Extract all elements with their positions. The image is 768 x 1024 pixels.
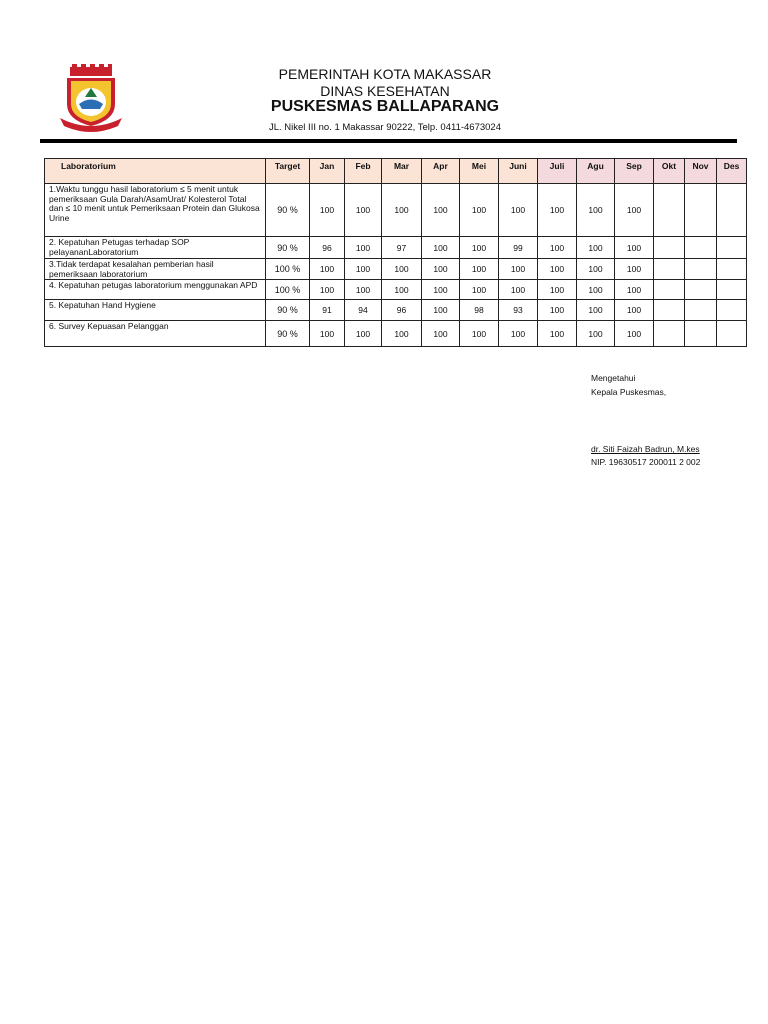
- value-cell-feb: 100: [345, 184, 382, 237]
- value-cell-juli: 100: [538, 321, 577, 347]
- col-header-okt: Okt: [654, 159, 685, 184]
- value-cell-juni: 100: [499, 321, 538, 347]
- value-cell-nov: [685, 300, 717, 321]
- value-cell-des: [717, 321, 747, 347]
- col-header-des: Des: [717, 159, 747, 184]
- value-cell-jan: 100: [310, 321, 345, 347]
- table-row: [45, 259, 747, 280]
- target-cell: 90 %: [266, 300, 310, 321]
- col-header-juni: Juni: [499, 159, 538, 184]
- indicator-cell: 3.Tidak terdapat kesalahan pemberian hasil pemeriksaan laboratorium: [45, 259, 266, 280]
- value-cell-apr: 100: [422, 237, 460, 259]
- indicator-cell: 2. Kepatuhan Petugas terhadap SOP pelayananLaboratorium: [45, 237, 266, 259]
- table-row: [45, 237, 747, 259]
- value-cell-des: [717, 259, 747, 280]
- value-cell-agu: 100: [577, 280, 615, 300]
- address-line: JL. Nikel III no. 1 Makassar 90222, Telp. 0411-4673024: [268, 122, 502, 133]
- header-divider: [40, 139, 737, 143]
- col-header-laboratorium: Laboratorium: [45, 159, 266, 184]
- value-cell-juli: 100: [538, 184, 577, 237]
- col-header-agu: Agu: [577, 159, 615, 184]
- value-cell-nov: [685, 259, 717, 280]
- value-cell-okt: [654, 300, 685, 321]
- table-row: [45, 300, 747, 321]
- value-cell-jan: 100: [310, 184, 345, 237]
- table-row: [45, 280, 747, 300]
- value-cell-jan: 96: [310, 237, 345, 259]
- value-cell-juli: 100: [538, 300, 577, 321]
- col-header-apr: Apr: [422, 159, 460, 184]
- value-cell-agu: 100: [577, 300, 615, 321]
- col-header-jan: Jan: [310, 159, 345, 184]
- value-cell-okt: [654, 237, 685, 259]
- value-cell-mei: 98: [460, 300, 499, 321]
- value-cell-agu: 100: [577, 321, 615, 347]
- value-cell-sep: 100: [615, 280, 654, 300]
- value-cell-apr: 100: [422, 280, 460, 300]
- value-cell-feb: 94: [345, 300, 382, 321]
- target-cell: 90 %: [266, 237, 310, 259]
- value-cell-juni: 100: [499, 184, 538, 237]
- table-row: [45, 321, 747, 347]
- acknowledged-label: Mengetahui: [591, 373, 636, 383]
- value-cell-jan: 91: [310, 300, 345, 321]
- puskesmas-name: PUSKESMAS BALLAPARANG: [270, 98, 500, 115]
- value-cell-juli: 100: [538, 259, 577, 280]
- signatory-nip: NIP. 19630517 200011 2 002: [591, 457, 701, 467]
- value-cell-mar: 96: [382, 300, 422, 321]
- value-cell-juni: 93: [499, 300, 538, 321]
- indicator-cell: 4. Kepatuhan petugas laboratorium menggunakan APD: [45, 280, 266, 300]
- table-row: [45, 184, 747, 237]
- value-cell-okt: [654, 321, 685, 347]
- government-name: PEMERINTAH KOTA MAKASSAR: [278, 66, 492, 82]
- value-cell-des: [717, 300, 747, 321]
- target-cell: 90 %: [266, 184, 310, 237]
- col-header-sep: Sep: [615, 159, 654, 184]
- value-cell-jan: 100: [310, 259, 345, 280]
- indicator-cell: 5. Kepatuhan Hand Hygiene: [45, 300, 266, 321]
- target-cell: 100 %: [266, 280, 310, 300]
- value-cell-okt: [654, 184, 685, 237]
- col-header-nov: Nov: [685, 159, 717, 184]
- value-cell-sep: 100: [615, 184, 654, 237]
- value-cell-feb: 100: [345, 280, 382, 300]
- value-cell-sep: 100: [615, 259, 654, 280]
- value-cell-feb: 100: [345, 237, 382, 259]
- value-cell-mei: 100: [460, 321, 499, 347]
- value-cell-juni: 100: [499, 259, 538, 280]
- value-cell-mei: 100: [460, 280, 499, 300]
- value-cell-nov: [685, 237, 717, 259]
- value-cell-sep: 100: [615, 237, 654, 259]
- value-cell-agu: 100: [577, 259, 615, 280]
- value-cell-juni: 99: [499, 237, 538, 259]
- value-cell-mar: 100: [382, 259, 422, 280]
- col-header-mei: Mei: [460, 159, 499, 184]
- city-emblem-logo: [58, 64, 124, 134]
- value-cell-des: [717, 184, 747, 237]
- value-cell-feb: 100: [345, 321, 382, 347]
- value-cell-feb: 100: [345, 259, 382, 280]
- value-cell-okt: [654, 280, 685, 300]
- col-header-feb: Feb: [345, 159, 382, 184]
- target-cell: 100 %: [266, 259, 310, 280]
- value-cell-mei: 100: [460, 184, 499, 237]
- value-cell-nov: [685, 184, 717, 237]
- value-cell-jan: 100: [310, 280, 345, 300]
- value-cell-apr: 100: [422, 259, 460, 280]
- value-cell-des: [717, 280, 747, 300]
- value-cell-nov: [685, 280, 717, 300]
- value-cell-mar: 97: [382, 237, 422, 259]
- indicator-cell: 6. Survey Kepuasan Pelanggan: [45, 321, 266, 347]
- value-cell-des: [717, 237, 747, 259]
- value-cell-mar: 100: [382, 321, 422, 347]
- table-header-row: [45, 159, 747, 184]
- value-cell-juli: 100: [538, 280, 577, 300]
- signatory-name: dr. Siti Faizah Badrun, M.kes: [591, 444, 700, 454]
- value-cell-agu: 100: [577, 237, 615, 259]
- value-cell-sep: 100: [615, 321, 654, 347]
- value-cell-juli: 100: [538, 237, 577, 259]
- value-cell-sep: 100: [615, 300, 654, 321]
- col-header-target: Target: [266, 159, 310, 184]
- col-header-mar: Mar: [382, 159, 422, 184]
- value-cell-mei: 100: [460, 259, 499, 280]
- value-cell-okt: [654, 259, 685, 280]
- laboratorium-indicator-table: [44, 158, 747, 347]
- value-cell-mar: 100: [382, 280, 422, 300]
- value-cell-mei: 100: [460, 237, 499, 259]
- value-cell-apr: 100: [422, 184, 460, 237]
- value-cell-apr: 100: [422, 321, 460, 347]
- value-cell-juni: 100: [499, 280, 538, 300]
- col-header-juli: Juli: [538, 159, 577, 184]
- department-name: DINAS KESEHATAN: [320, 83, 450, 99]
- value-cell-mar: 100: [382, 184, 422, 237]
- signatory-title: Kepala Puskesmas,: [591, 387, 667, 397]
- value-cell-agu: 100: [577, 184, 615, 237]
- value-cell-nov: [685, 321, 717, 347]
- indicator-cell: 1.Waktu tunggu hasil laboratorium ≤ 5 menit untuk pemeriksaan Gula Darah/AsamUrat/ Kolesterol Total dan ≤ 10 menit untuk Pemeriksaan Protein dan Glukosa Urine: [45, 184, 266, 237]
- target-cell: 90 %: [266, 321, 310, 347]
- value-cell-apr: 100: [422, 300, 460, 321]
